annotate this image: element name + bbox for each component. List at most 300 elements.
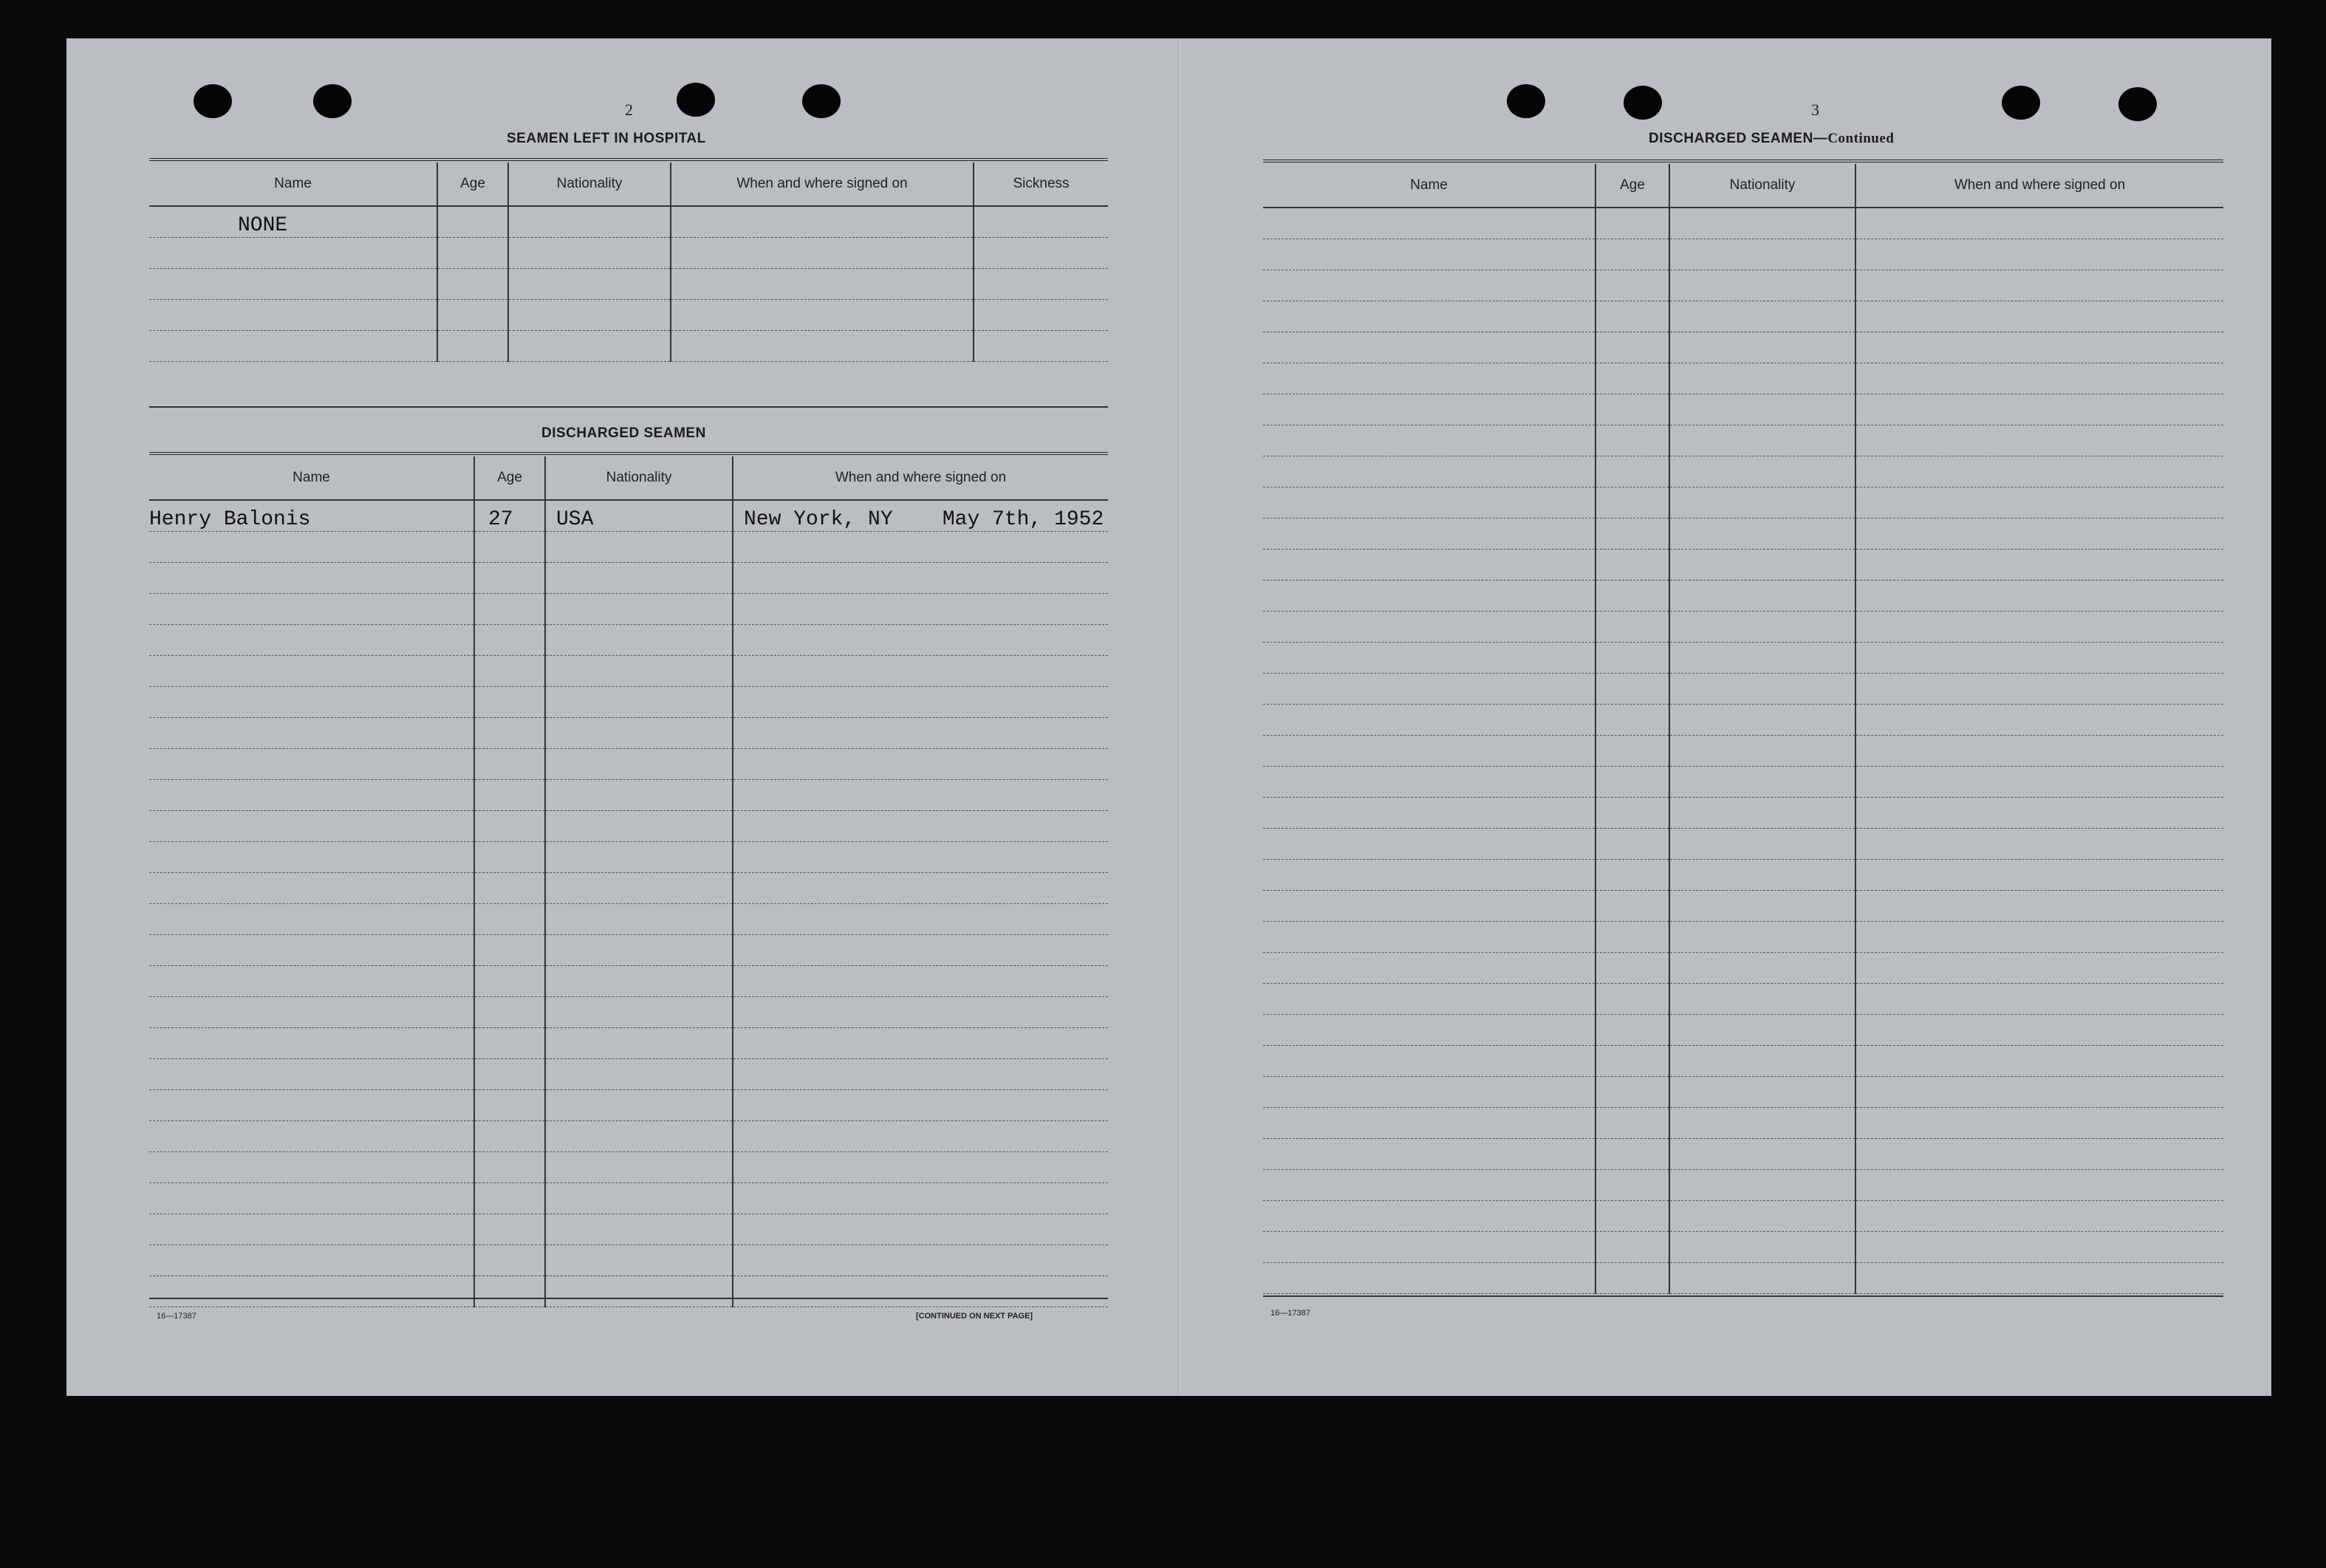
table-cell <box>1669 860 1855 891</box>
table-cell <box>1669 1108 1855 1139</box>
table-row <box>149 1245 1108 1276</box>
table-cell <box>1855 736 2223 767</box>
table-row <box>1263 301 2223 332</box>
table-cell <box>1669 612 1855 643</box>
table-cell <box>545 1059 733 1090</box>
table-cell <box>545 935 733 966</box>
table-cell <box>1595 922 1669 953</box>
table-row <box>1263 860 2223 891</box>
table-row <box>1263 1077 2223 1108</box>
table-cell <box>1595 798 1669 829</box>
table-cell <box>1855 1263 2223 1294</box>
table-cell <box>1669 674 1855 705</box>
table-row <box>1263 208 2223 239</box>
table-cell <box>1263 891 1595 922</box>
table-cell <box>149 966 474 997</box>
table-cell <box>545 749 733 780</box>
table-cell <box>1855 953 2223 984</box>
discharged-name-cell: Henry Balonis <box>149 500 474 532</box>
table-row <box>149 873 1108 904</box>
table-row <box>149 718 1108 749</box>
table-row <box>1263 425 2223 456</box>
table-cell <box>1855 891 2223 922</box>
table-row <box>1263 1201 2223 1232</box>
table-cell <box>545 656 733 687</box>
table-cell <box>1855 363 2223 394</box>
table-row <box>149 997 1108 1028</box>
discharged-table <box>149 456 1108 1307</box>
table-row <box>1263 270 2223 301</box>
table-cell <box>1263 1077 1595 1108</box>
table-cell <box>1855 1232 2223 1263</box>
table-row <box>1263 239 2223 270</box>
discharged-age-cell: 27 <box>474 500 545 532</box>
discharged-col-age: Age <box>474 456 545 500</box>
table-cell <box>1669 1232 1855 1263</box>
table-cell <box>1669 239 1855 270</box>
table-cell <box>149 873 474 904</box>
table-cell <box>545 594 733 625</box>
table-cell <box>1669 550 1855 581</box>
table-cell <box>149 935 474 966</box>
table-row <box>149 1090 1108 1121</box>
discharged-col-signed-on: When and where signed on <box>733 456 1108 500</box>
table-cell <box>1669 705 1855 736</box>
table-cell <box>733 749 1108 780</box>
discharged-header-row <box>149 456 1108 500</box>
table-row <box>149 935 1108 966</box>
table-cell <box>1855 829 2223 860</box>
table-row <box>1263 518 2223 550</box>
table-cell <box>474 1276 545 1307</box>
table-cell <box>1669 798 1855 829</box>
punch-hole <box>677 83 715 117</box>
table-cell <box>149 718 474 749</box>
right-col-age: Age <box>1595 164 1669 208</box>
table-cell <box>1855 550 2223 581</box>
table-cell <box>1855 643 2223 674</box>
table-cell <box>149 780 474 811</box>
table-cell <box>1263 798 1595 829</box>
table-row <box>1263 1108 2223 1139</box>
table-cell <box>1855 1077 2223 1108</box>
table-cell <box>149 1214 474 1245</box>
table-cell <box>545 966 733 997</box>
hospital-col-nationality: Nationality <box>508 162 671 206</box>
table-cell <box>733 625 1108 656</box>
table-cell <box>733 1183 1108 1214</box>
table-cell <box>1263 984 1595 1015</box>
right-header-row <box>1263 164 2223 208</box>
table-cell <box>733 1214 1108 1245</box>
table-row <box>149 300 1108 331</box>
table-cell <box>545 997 733 1028</box>
table-cell <box>474 625 545 656</box>
table-cell <box>1669 1046 1855 1077</box>
table-cell <box>1595 1077 1669 1108</box>
hospital-name-cell <box>149 206 437 238</box>
table-cell <box>1855 581 2223 612</box>
table-cell <box>1263 456 1595 487</box>
table-row <box>1263 922 2223 953</box>
table-cell <box>474 594 545 625</box>
table-cell <box>1855 487 2223 518</box>
table-cell <box>149 687 474 718</box>
table-cell <box>474 1152 545 1183</box>
page-number: 2 <box>625 100 633 119</box>
table-row <box>1263 1170 2223 1201</box>
table-cell <box>1669 518 1855 550</box>
table-cell <box>1263 643 1595 674</box>
hospital-nationality-cell <box>508 206 671 238</box>
right-top-rule <box>1263 160 2223 162</box>
table-cell <box>1855 767 2223 798</box>
table-cell <box>1855 208 2223 239</box>
table-cell <box>149 749 474 780</box>
table-row <box>1263 1232 2223 1263</box>
table-cell <box>474 1214 545 1245</box>
table-cell <box>1669 1201 1855 1232</box>
table-cell <box>1855 860 2223 891</box>
table-cell <box>1595 674 1669 705</box>
table-cell <box>545 811 733 842</box>
table-row <box>149 563 1108 594</box>
table-row <box>149 1059 1108 1090</box>
table-cell <box>1855 612 2223 643</box>
table-cell <box>149 904 474 935</box>
table-cell <box>733 1276 1108 1307</box>
table-cell <box>1263 487 1595 518</box>
table-cell <box>1855 1046 2223 1077</box>
discharged-col-nationality: Nationality <box>545 456 733 500</box>
table-cell <box>733 656 1108 687</box>
table-cell <box>474 873 545 904</box>
table-cell <box>1595 332 1669 363</box>
table-cell <box>1669 363 1855 394</box>
form-number: 16—17387 <box>157 1312 196 1321</box>
table-row <box>1263 332 2223 363</box>
table-cell <box>1669 1139 1855 1170</box>
table-row <box>149 500 1108 532</box>
table-cell <box>1669 643 1855 674</box>
table-cell <box>1595 394 1669 425</box>
table-cell <box>1263 208 1595 239</box>
table-cell <box>1669 891 1855 922</box>
table-cell <box>1855 674 2223 705</box>
table-cell <box>1855 922 2223 953</box>
table-row <box>1263 643 2223 674</box>
table-cell <box>149 1090 474 1121</box>
discharged-continued-table <box>1263 164 2223 1294</box>
hospital-entry-name: NONE <box>238 214 288 237</box>
table-cell <box>1669 208 1855 239</box>
table-cell <box>1595 487 1669 518</box>
discharged-col-name: Name <box>149 456 474 500</box>
table-cell <box>1669 736 1855 767</box>
table-cell <box>1263 674 1595 705</box>
table-cell <box>474 749 545 780</box>
table-cell <box>1263 394 1595 425</box>
table-cell <box>1855 798 2223 829</box>
table-cell <box>733 997 1108 1028</box>
punch-hole <box>1507 84 1545 118</box>
table-cell <box>733 1028 1108 1059</box>
table-cell <box>1595 1046 1669 1077</box>
table-cell <box>1595 767 1669 798</box>
table-row <box>1263 798 2223 829</box>
table-cell <box>733 842 1108 873</box>
table-cell <box>1595 612 1669 643</box>
table-cell <box>1669 1263 1855 1294</box>
table-row <box>149 625 1108 656</box>
hospital-col-name: Name <box>149 162 437 206</box>
table-cell <box>1669 953 1855 984</box>
table-cell <box>149 811 474 842</box>
table-cell <box>474 1245 545 1276</box>
table-cell <box>1263 1201 1595 1232</box>
table-cell <box>1263 301 1595 332</box>
table-row <box>149 1028 1108 1059</box>
table-row <box>149 904 1108 935</box>
table-row <box>1263 674 2223 705</box>
discharged-section-title: DISCHARGED SEAMEN <box>541 425 706 441</box>
table-cell <box>1855 270 2223 301</box>
table-cell <box>545 1245 733 1276</box>
table-cell <box>1263 332 1595 363</box>
table-cell <box>733 563 1108 594</box>
table-row <box>1263 363 2223 394</box>
right-col-signed-on: When and where signed on <box>1855 164 2223 208</box>
table-cell <box>1263 425 1595 456</box>
table-cell <box>545 1276 733 1307</box>
table-row <box>1263 984 2223 1015</box>
table-cell <box>1263 1015 1595 1046</box>
table-cell <box>474 687 545 718</box>
table-row <box>1263 581 2223 612</box>
table-cell <box>1595 1232 1669 1263</box>
table-cell <box>733 935 1108 966</box>
punch-hole <box>802 84 841 118</box>
table-cell <box>474 780 545 811</box>
table-cell <box>545 718 733 749</box>
table-cell <box>1595 270 1669 301</box>
table-row <box>149 1276 1108 1307</box>
punch-hole <box>2002 86 2040 120</box>
table-row <box>1263 550 2223 581</box>
table-cell <box>1669 829 1855 860</box>
table-cell <box>149 1028 474 1059</box>
table-cell <box>1263 953 1595 984</box>
table-cell <box>1855 1201 2223 1232</box>
table-cell <box>149 1276 474 1307</box>
right-page <box>1182 38 2271 1396</box>
table-cell <box>1669 767 1855 798</box>
table-cell <box>149 1183 474 1214</box>
table-cell <box>474 1183 545 1214</box>
table-row <box>149 532 1108 563</box>
table-cell <box>149 1152 474 1183</box>
table-cell <box>1669 984 1855 1015</box>
table-cell <box>1595 425 1669 456</box>
table-cell <box>545 687 733 718</box>
table-row <box>149 656 1108 687</box>
form-number: 16—17387 <box>1270 1309 1310 1318</box>
table-cell <box>1855 425 2223 456</box>
table-cell <box>733 780 1108 811</box>
table-cell <box>1669 456 1855 487</box>
table-cell <box>474 563 545 594</box>
table-row <box>1263 829 2223 860</box>
table-cell <box>1595 984 1669 1015</box>
table-cell <box>474 935 545 966</box>
table-cell <box>1263 1232 1595 1263</box>
table-cell <box>1263 736 1595 767</box>
table-cell <box>545 532 733 563</box>
table-cell <box>1669 581 1855 612</box>
table-cell <box>1669 487 1855 518</box>
table-cell <box>545 625 733 656</box>
table-cell <box>474 1121 545 1152</box>
table-cell <box>1263 518 1595 550</box>
table-cell <box>1669 425 1855 456</box>
page-number: 3 <box>1811 100 1819 119</box>
table-row <box>1263 487 2223 518</box>
table-cell <box>545 1214 733 1245</box>
table-cell <box>149 594 474 625</box>
table-row <box>1263 1015 2223 1046</box>
table-cell <box>474 718 545 749</box>
table-cell <box>1595 1170 1669 1201</box>
hospital-header-row <box>149 162 1108 206</box>
punch-hole <box>1624 86 1662 120</box>
table-cell <box>545 780 733 811</box>
scanned-document <box>66 38 2271 1396</box>
discharged-continued-suffix: Continued <box>1827 131 1895 146</box>
table-row <box>149 780 1108 811</box>
table-row <box>149 1214 1108 1245</box>
table-row <box>149 594 1108 625</box>
table-cell <box>149 563 474 594</box>
table-cell <box>1855 705 2223 736</box>
table-cell <box>474 1090 545 1121</box>
table-cell <box>1263 612 1595 643</box>
table-cell <box>1263 581 1595 612</box>
table-cell <box>733 904 1108 935</box>
table-cell <box>1855 984 2223 1015</box>
table-row <box>149 1121 1108 1152</box>
table-cell <box>1595 643 1669 674</box>
table-cell <box>1263 1263 1595 1294</box>
table-cell <box>545 1121 733 1152</box>
table-row <box>1263 767 2223 798</box>
table-cell <box>149 997 474 1028</box>
table-row <box>1263 1139 2223 1170</box>
table-row <box>149 687 1108 718</box>
hospital-col-signed-on: When and where signed on <box>671 162 974 206</box>
table-cell <box>1595 208 1669 239</box>
table-row <box>1263 612 2223 643</box>
table-cell <box>545 904 733 935</box>
table-row <box>149 749 1108 780</box>
table-cell <box>149 1059 474 1090</box>
table-cell <box>545 1152 733 1183</box>
table-cell <box>1595 860 1669 891</box>
table-cell <box>733 594 1108 625</box>
table-cell <box>1595 363 1669 394</box>
table-cell <box>1855 1139 2223 1170</box>
table-cell <box>1263 239 1595 270</box>
table-cell <box>1595 736 1669 767</box>
table-row <box>149 206 1108 238</box>
table-cell <box>1855 239 2223 270</box>
hospital-table <box>149 162 1108 362</box>
table-cell <box>149 1245 474 1276</box>
table-cell <box>1263 363 1595 394</box>
table-cell <box>474 1059 545 1090</box>
table-cell <box>149 842 474 873</box>
table-cell <box>545 873 733 904</box>
table-cell <box>1595 550 1669 581</box>
table-cell <box>733 1152 1108 1183</box>
table-cell <box>1595 829 1669 860</box>
right-col-nationality: Nationality <box>1669 164 1855 208</box>
table-cell <box>733 532 1108 563</box>
hospital-age-cell <box>437 206 508 238</box>
table-cell <box>733 966 1108 997</box>
table-cell <box>733 1090 1108 1121</box>
discharged-continued-title <box>1649 131 1894 147</box>
punch-hole <box>194 84 232 118</box>
table-cell <box>149 1121 474 1152</box>
table-cell <box>1855 394 2223 425</box>
table-cell <box>474 532 545 563</box>
table-row <box>149 1152 1108 1183</box>
table-cell <box>1595 953 1669 984</box>
table-cell <box>1669 1170 1855 1201</box>
table-cell <box>545 842 733 873</box>
table-cell <box>1263 550 1595 581</box>
table-cell <box>474 997 545 1028</box>
table-cell <box>474 904 545 935</box>
table-cell <box>1263 1139 1595 1170</box>
table-row <box>1263 1046 2223 1077</box>
table-cell <box>474 842 545 873</box>
punch-hole <box>313 84 352 118</box>
table-cell <box>733 811 1108 842</box>
table-row <box>1263 456 2223 487</box>
table-cell <box>1855 456 2223 487</box>
table-cell <box>1595 518 1669 550</box>
discharged-continued-title-main: DISCHARGED SEAMEN— <box>1649 131 1828 146</box>
hospital-signed-cell <box>671 206 974 238</box>
table-cell <box>1595 1139 1669 1170</box>
table-cell <box>733 687 1108 718</box>
table-cell <box>474 811 545 842</box>
table-cell <box>1595 1263 1669 1294</box>
table-cell <box>733 873 1108 904</box>
table-row <box>149 966 1108 997</box>
hospital-section-title: SEAMEN LEFT IN HOSPITAL <box>507 131 706 146</box>
table-cell <box>1595 456 1669 487</box>
table-cell <box>1263 767 1595 798</box>
table-row <box>149 842 1108 873</box>
table-cell <box>1263 860 1595 891</box>
table-cell <box>1263 922 1595 953</box>
hospital-col-sickness: Sickness <box>974 162 1108 206</box>
table-cell <box>545 1183 733 1214</box>
table-cell <box>1855 1170 2223 1201</box>
table-cell <box>1855 518 2223 550</box>
